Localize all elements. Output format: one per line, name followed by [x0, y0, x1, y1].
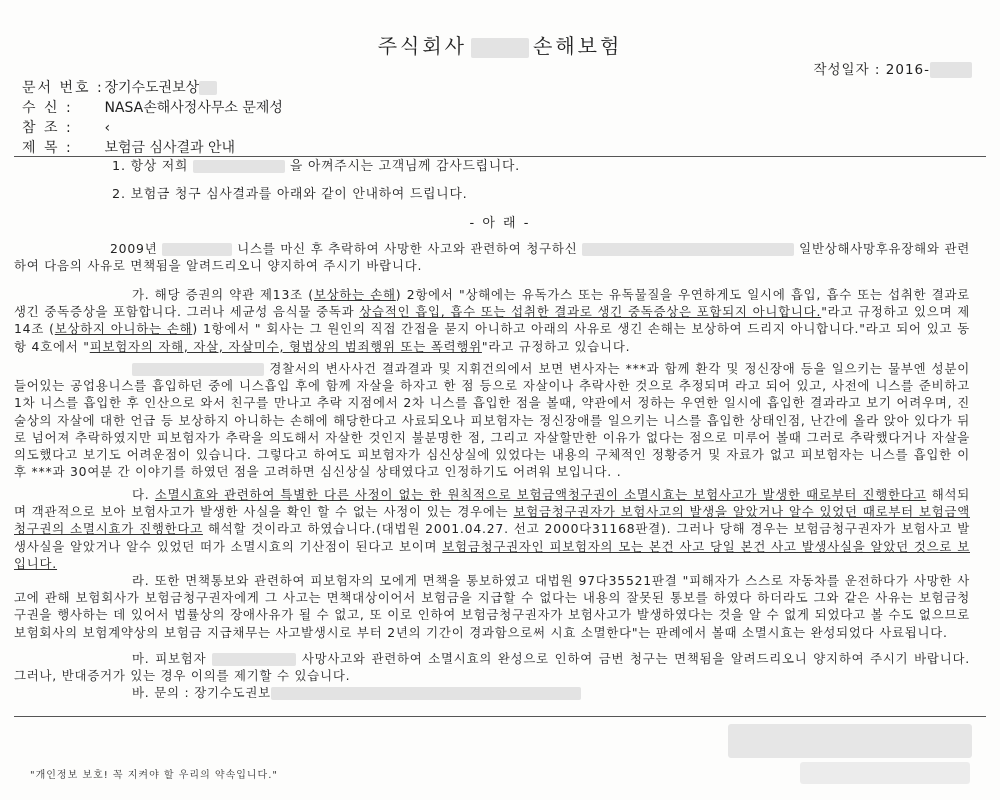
redacted-company	[471, 38, 529, 58]
doc-number: 장기수도권보상	[104, 80, 200, 96]
header-divider	[14, 156, 986, 157]
section-na: 경찰서의 변사사건 결과결과 및 지휘건의에서 보면 변사자는 ***과 함께 환각 및 정신장애 등을 일으키는 물부엔 성분이 들어있는 공업용니스를 흡입하던 중에 니스흡입 후에 함께 자살을 하자고 한 점 등으로 자살이나 추락사한 것으로 추정되며 라고 되어 있고, 사전에 니스를 준비하고 1차 니스를 흡입한 후 인산으로 와서 친구를 만나고 추락 지점에서 2차 니스를 흡입한 점을 볼때, 약관에서 정하는 우연한 일시에 흡입한 결과라고 보기 어려우며, 진술상의 자살에 대한 언급 등 보상하지 아니하는 손해에 해당한다고 사료되오나 피보험자는 정신장애를 일으키는 니스를 흡입한 상태인점, 난간에 올라 앉아 있다가 뒤로 넘어져 추락하였지만 피보험자가 추락을 의도해서 자살한 것인지 불분명한 점, 그리고 자살할만한 이유가 없다는 점으로 미루어 볼때 그러로 추락했다거나 자살을 의도했다고 보기도 어려운점이 있습니다. 그렇다고 하여도 피보험자가 심신상실에 있었다는 내용의 구체적인 정황증거 및 자료가 없고 피보험자는 니스를 흡입한 이후 ***과 30여분 간 이야기를 하였던 점을 고려하면 심신상실 상태였다고 인정하기도 어려워 보입니다. .	[14, 361, 970, 480]
below-marker: - 아 래 -	[469, 216, 531, 231]
section-ga: 가. 해당 증권의 약관 제13조 (보상하는 손해) 2항에서 "상해에는 유독가스 또는 유독물질을 우연하게도 일시에 흡입, 흡수 또는 섭취한 결과로 생긴 중독증상을 포함합니다. 그러나 세균성 음식물 중독과 상습적인 흡입, 흡수 또는 섭취한 결과로 생긴 중독증상은 포함되지 아니합니다."라고 규정하고 있으며 제14조 (보상하지 아니하는 손해) 1항에서 " 회사는 그 원인의 직접 간접을 묻지 아니하고 아래의 사유로 생긴 손해는 보상하여 드리지 아니합니다."라고 되어 있고 동항 4호에서 "피보험자의 자해, 자살, 자살미수, 형법상의 범죄행위 또는 폭력행위"라고 규정하고 있습니다.	[14, 287, 971, 354]
date-line	[813, 58, 972, 78]
subject-row	[22, 138, 283, 158]
title-suffix: 손해보험	[533, 34, 623, 58]
body-intro: 2009년 니스를 마신 후 추락하여 사망한 사고와 관련하여 청구하신 일반상해사망후유장해와 관련하여 다음의 사유로 면책됨을 알려드리오니 양지하여 주시기 바랍니다.	[14, 241, 971, 274]
title-prefix: 주식회사	[377, 34, 467, 58]
section-ra: 라. 또한 면책통보와 관련하여 피보험자의 모에게 면책을 통보하였고 대법원 97다35521판결 "피해자가 스스로 자동차를 운전하다가 사망한 사고에 관해 보험회사가 보험금청구권자에게 그 사고는 면책대상이어서 보험금을 지급할 수 없다는 내용의 잘못된 통보를 하였다 하더라도 그와 같은 사유는 보험금청구권을 행사하는 데 있어서 법률상의 장애사유가 될 수 없고, 또 이로 인하여 보험금청구권자가 보험사고가 발생하였다는 것을 알 수 없게 되었다고 볼 수도 없으므로 보험회사의 보험계약상의 보험금 지급채무는 사고발생시로 부터 2년의 기간이 경과함으로써 시효 소멸한다"는 판례에서 볼때 소멸시효는 완성되었다 사료됩니다.	[14, 573, 970, 640]
redacted-name	[162, 243, 232, 256]
intro-paragraph-2: 2. 보험금 청구 심사결과를 아래와 같이 안내하여 드립니다.	[112, 187, 468, 202]
footer-note: "개인정보 보호! 꼭 지켜야 할 우리의 약속입니다."	[30, 770, 278, 781]
redacted-contact-block	[800, 762, 970, 784]
redacted-signature-block	[728, 724, 972, 758]
date-label: 작성일자 :	[813, 62, 881, 78]
subject: 보험금 심사결과 안내	[104, 140, 236, 156]
redacted-date	[930, 62, 972, 78]
intro-paragraph-1: 1. 항상 저희 을 아껴주시는 고객님께 감사드립니다.	[112, 159, 521, 174]
section-ma: 마. 피보험자 사망사고와 관련하여 소멸시효의 완성으로 인하여 금번 청구는 면책됨을 알려드리오니 양지하여 주시기 바랍니다. 그러나, 반대증거가 있는 경우 이의를 제기할 수 있습니다.	[14, 651, 970, 684]
section-da: 다. 소멸시효와 관련하여 특별한 다른 사정이 없는 한 원칙적으로 보험금액청구권이 소멸시효는 보험사고가 발생한 때로부터 진행한다고 해석되며 객관적으로 보아 보험사고가 발생한 사실을 확인 할 수 없는 사정이 있는 경우에는 보험금청구권자가 보험사고의 발생을 알았거나 알수 있었던 때로부터 보험금액청구권의 소멸시효가 진행한다고 해석할 것이라고 하였습니다.(대법원 2001.04.27. 선고 2000다31168판결). 그러나 당해 경우는 보험금청구권자가 보험사고 발생사실을 알았거나 알수 있었던 떠가 소멸시효의 기산점이 된다고 보이며 보험금청구권자인 피보험자의 모는 본건 사고 당일 본건 사고 발생사실을 알았던 것으로 보입니다.	[14, 487, 971, 571]
redacted-policy	[582, 243, 794, 256]
document-header	[22, 78, 283, 158]
section-ba: 바. 문의 : 장기수도권보	[132, 684, 972, 701]
reference-row	[22, 118, 283, 138]
redacted-doc-number	[199, 81, 217, 95]
redacted-insured	[212, 653, 296, 666]
doc-number-label: 문서 번호 :	[22, 80, 104, 96]
document-title	[0, 30, 1000, 59]
reference-label: 참 조 :	[22, 120, 73, 136]
reference: ‹	[104, 120, 111, 136]
redacted-company-name	[193, 160, 285, 173]
redacted-police	[132, 363, 264, 376]
recipient: NASA손해사정사무소 문제성	[104, 100, 283, 116]
footer-divider	[14, 716, 986, 717]
redacted-contact	[271, 687, 581, 700]
recipient-row	[22, 98, 283, 118]
doc-number-row	[22, 78, 283, 98]
subject-label: 제 목 :	[22, 140, 73, 156]
recipient-label: 수 신 :	[22, 100, 73, 116]
date-value: 2016-	[885, 62, 930, 78]
